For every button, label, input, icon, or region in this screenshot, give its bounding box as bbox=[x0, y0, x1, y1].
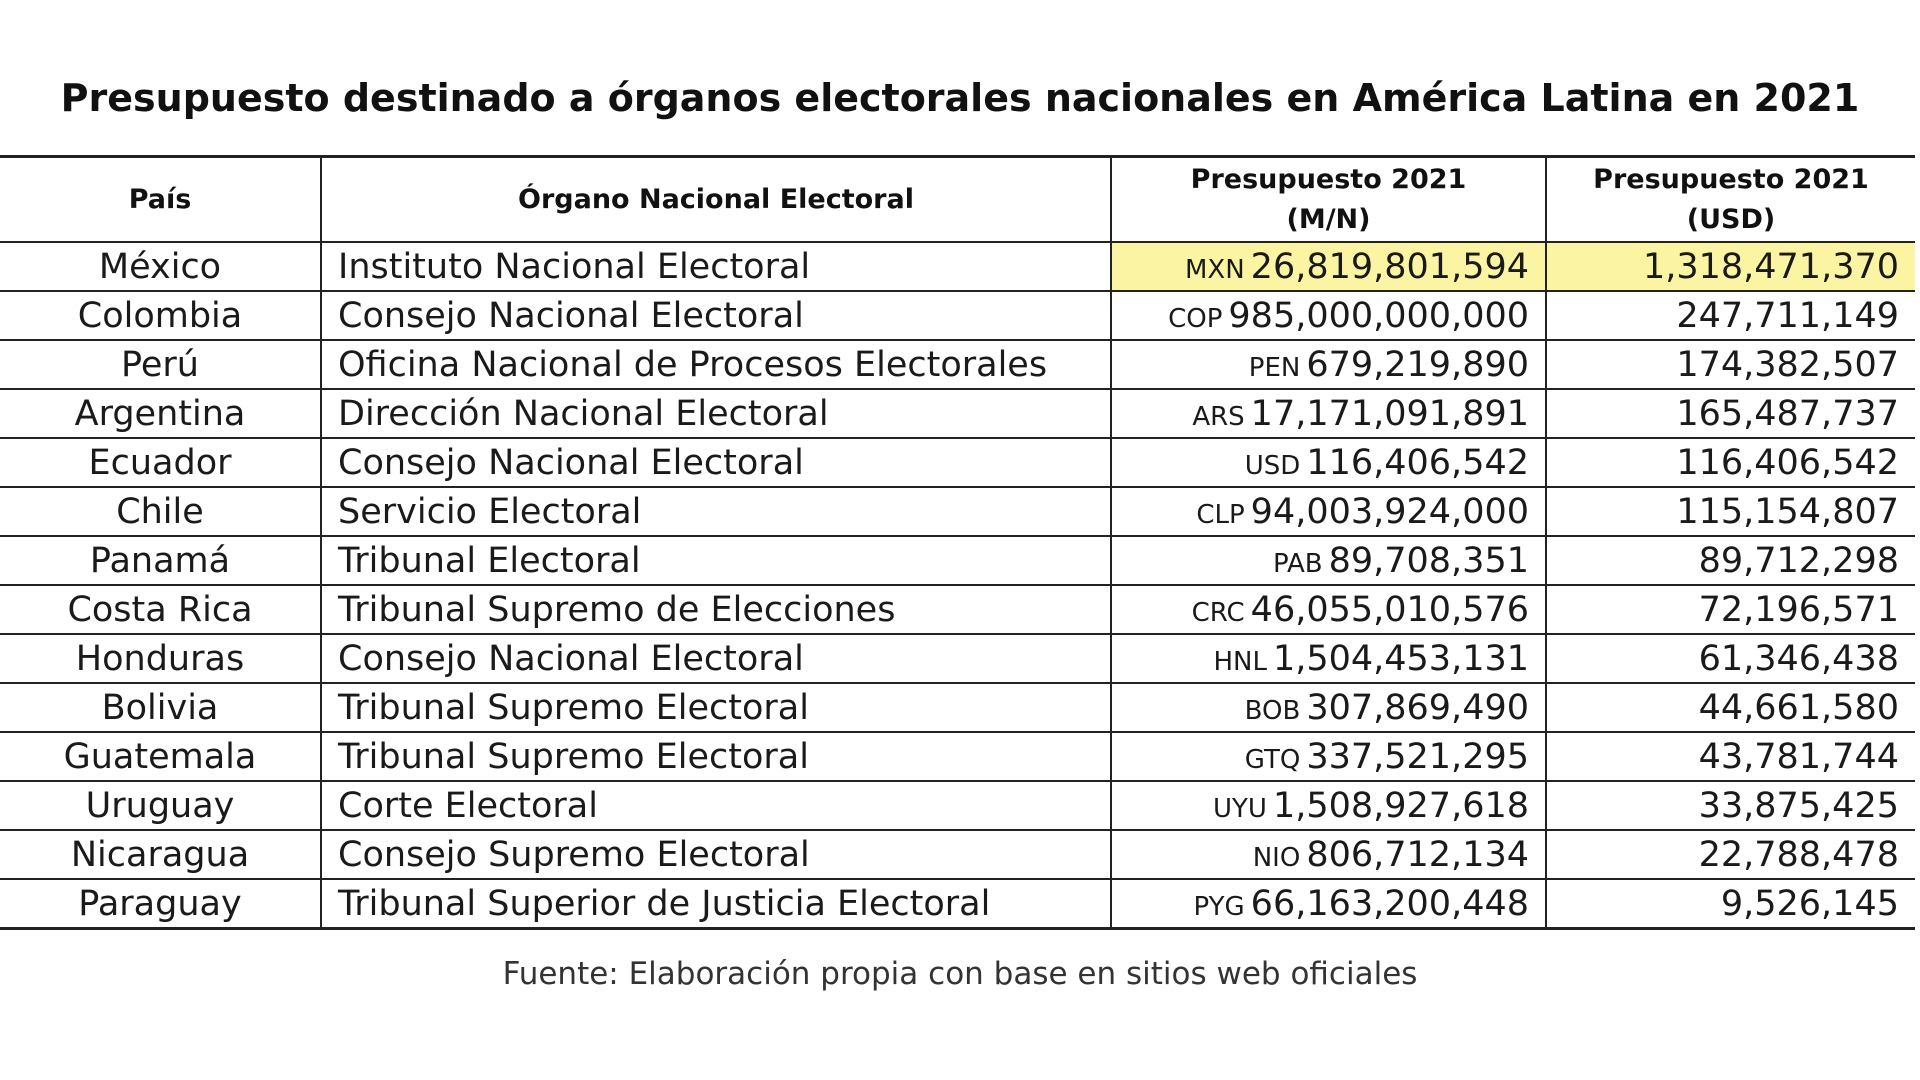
cell-usd-budget: 44,661,580 bbox=[1546, 683, 1915, 732]
currency-code: CLP bbox=[1196, 499, 1245, 530]
header-usd-budget bbox=[1546, 157, 1915, 243]
header-country: País bbox=[0, 157, 321, 243]
cell-local-budget bbox=[1111, 487, 1546, 536]
cell-organ: Consejo Nacional Electoral bbox=[321, 634, 1111, 683]
header-usd-line2: (USD) bbox=[1686, 203, 1776, 235]
local-amount: 46,055,010,576 bbox=[1250, 589, 1529, 630]
cell-local-budget bbox=[1111, 340, 1546, 389]
cell-local-budget bbox=[1111, 585, 1546, 634]
page-title: Presupuesto destinado a órganos electorales nacionales en América Latina en 2021 bbox=[60, 76, 1860, 120]
cell-local-budget bbox=[1111, 634, 1546, 683]
table-row bbox=[0, 732, 1915, 781]
cell-country: Honduras bbox=[0, 634, 321, 683]
cell-local-budget bbox=[1111, 830, 1546, 879]
header-usd-line1: Presupuesto 2021 bbox=[1593, 163, 1869, 195]
table-row bbox=[0, 487, 1915, 536]
cell-usd-budget: 61,346,438 bbox=[1546, 634, 1915, 683]
local-amount: 26,819,801,594 bbox=[1250, 246, 1529, 287]
local-amount: 1,508,927,618 bbox=[1272, 785, 1529, 826]
table-row bbox=[0, 438, 1915, 487]
local-amount: 1,504,453,131 bbox=[1272, 638, 1529, 679]
table-row bbox=[0, 683, 1915, 732]
table-row bbox=[0, 879, 1915, 929]
currency-code: PAB bbox=[1272, 548, 1323, 579]
currency-code: ARS bbox=[1192, 401, 1245, 432]
cell-local-budget bbox=[1111, 242, 1546, 291]
cell-country: Uruguay bbox=[0, 781, 321, 830]
cell-organ: Servicio Electoral bbox=[321, 487, 1111, 536]
cell-local-budget bbox=[1111, 536, 1546, 585]
cell-country: Nicaragua bbox=[0, 830, 321, 879]
cell-usd-budget: 9,526,145 bbox=[1546, 879, 1915, 929]
cell-usd-budget: 174,382,507 bbox=[1546, 340, 1915, 389]
cell-usd-budget: 116,406,542 bbox=[1546, 438, 1915, 487]
local-amount: 337,521,295 bbox=[1306, 736, 1529, 777]
local-amount: 94,003,924,000 bbox=[1250, 491, 1529, 532]
cell-usd-budget: 165,487,737 bbox=[1546, 389, 1915, 438]
cell-organ: Corte Electoral bbox=[321, 781, 1111, 830]
currency-code: CRC bbox=[1191, 597, 1245, 628]
cell-organ: Tribunal Electoral bbox=[321, 536, 1111, 585]
cell-organ: Dirección Nacional Electoral bbox=[321, 389, 1111, 438]
cell-country: Chile bbox=[0, 487, 321, 536]
budget-table bbox=[0, 155, 1915, 930]
table-row bbox=[0, 781, 1915, 830]
currency-code: MXN bbox=[1184, 254, 1245, 285]
cell-usd-budget: 22,788,478 bbox=[1546, 830, 1915, 879]
cell-country: Paraguay bbox=[0, 879, 321, 929]
cell-organ: Consejo Nacional Electoral bbox=[321, 291, 1111, 340]
table-row bbox=[0, 634, 1915, 683]
cell-organ: Tribunal Supremo Electoral bbox=[321, 683, 1111, 732]
cell-organ: Consejo Supremo Electoral bbox=[321, 830, 1111, 879]
currency-code: GTQ bbox=[1244, 744, 1301, 775]
cell-local-budget bbox=[1111, 389, 1546, 438]
header-local-budget bbox=[1111, 157, 1546, 243]
cell-usd-budget: 43,781,744 bbox=[1546, 732, 1915, 781]
local-amount: 66,163,200,448 bbox=[1250, 883, 1529, 924]
currency-code: BOB bbox=[1244, 695, 1301, 726]
cell-organ: Oficina Nacional de Procesos Electorales bbox=[321, 340, 1111, 389]
cell-local-budget bbox=[1111, 781, 1546, 830]
cell-country: Costa Rica bbox=[0, 585, 321, 634]
cell-organ: Consejo Nacional Electoral bbox=[321, 438, 1111, 487]
table-row bbox=[0, 585, 1915, 634]
cell-country: México bbox=[0, 242, 321, 291]
currency-code: USD bbox=[1244, 450, 1301, 481]
header-local-line2: (M/N) bbox=[1286, 203, 1371, 235]
local-amount: 17,171,091,891 bbox=[1250, 393, 1529, 434]
local-amount: 116,406,542 bbox=[1306, 442, 1529, 483]
table-row bbox=[0, 389, 1915, 438]
cell-usd-budget: 115,154,807 bbox=[1546, 487, 1915, 536]
cell-usd-budget: 89,712,298 bbox=[1546, 536, 1915, 585]
table-row bbox=[0, 830, 1915, 879]
local-amount: 89,708,351 bbox=[1328, 540, 1529, 581]
header-organ: Órgano Nacional Electoral bbox=[321, 157, 1111, 243]
table-row bbox=[0, 536, 1915, 585]
cell-country: Argentina bbox=[0, 389, 321, 438]
table-body bbox=[0, 242, 1915, 929]
table-row bbox=[0, 340, 1915, 389]
local-amount: 679,219,890 bbox=[1306, 344, 1529, 385]
table-row bbox=[0, 291, 1915, 340]
cell-local-budget bbox=[1111, 291, 1546, 340]
cell-local-budget bbox=[1111, 683, 1546, 732]
cell-organ: Tribunal Supremo Electoral bbox=[321, 732, 1111, 781]
header-row bbox=[0, 157, 1915, 243]
local-amount: 307,869,490 bbox=[1306, 687, 1529, 728]
header-local-line1: Presupuesto 2021 bbox=[1190, 163, 1467, 195]
local-amount: 806,712,134 bbox=[1306, 834, 1529, 875]
cell-country: Colombia bbox=[0, 291, 321, 340]
currency-code: HNL bbox=[1213, 646, 1267, 677]
currency-code: COP bbox=[1168, 303, 1223, 334]
cell-country: Guatemala bbox=[0, 732, 321, 781]
table-header bbox=[0, 157, 1915, 243]
cell-usd-budget: 72,196,571 bbox=[1546, 585, 1915, 634]
table-row bbox=[0, 242, 1915, 291]
local-amount: 985,000,000,000 bbox=[1228, 295, 1529, 336]
cell-country: Bolivia bbox=[0, 683, 321, 732]
cell-local-budget bbox=[1111, 438, 1546, 487]
cell-organ: Instituto Nacional Electoral bbox=[321, 242, 1111, 291]
cell-country: Panamá bbox=[0, 536, 321, 585]
cell-organ: Tribunal Supremo de Elecciones bbox=[321, 585, 1111, 634]
currency-code: PYG bbox=[1193, 891, 1245, 922]
source-note: Fuente: Elaboración propia con base en sitios web oficiales bbox=[502, 956, 1418, 992]
cell-usd-budget: 33,875,425 bbox=[1546, 781, 1915, 830]
currency-code: UYU bbox=[1212, 793, 1267, 824]
currency-code: PEN bbox=[1248, 352, 1301, 383]
cell-local-budget bbox=[1111, 879, 1546, 929]
currency-code: NIO bbox=[1252, 842, 1301, 873]
cell-local-budget bbox=[1111, 732, 1546, 781]
cell-organ: Tribunal Superior de Justicia Electoral bbox=[321, 879, 1111, 929]
cell-country: Perú bbox=[0, 340, 321, 389]
cell-usd-budget: 1,318,471,370 bbox=[1546, 242, 1915, 291]
cell-country: Ecuador bbox=[0, 438, 321, 487]
cell-usd-budget: 247,711,149 bbox=[1546, 291, 1915, 340]
